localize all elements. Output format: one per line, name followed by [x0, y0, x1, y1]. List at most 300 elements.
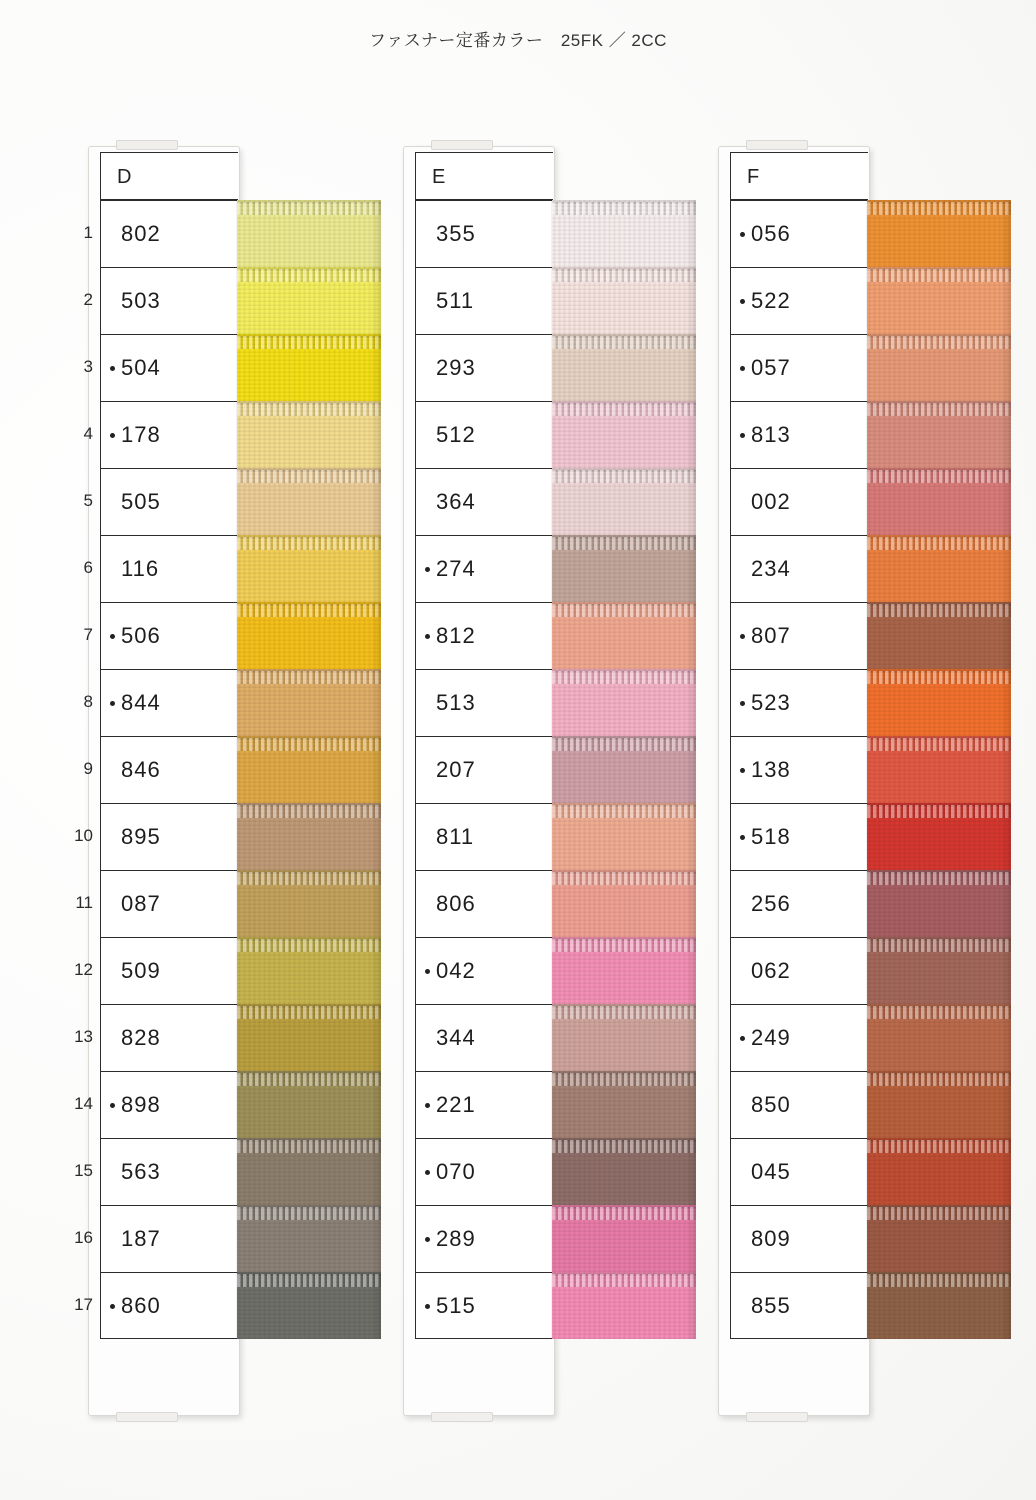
color-swatch — [552, 1071, 696, 1138]
color-code: 355 — [436, 221, 476, 246]
color-swatch — [867, 669, 1011, 736]
swatch-right-edge-shadow — [686, 468, 696, 535]
swatch-right-edge-shadow — [1001, 736, 1011, 803]
swatch-right-edge-shadow — [1001, 1138, 1011, 1205]
color-swatch — [237, 736, 381, 803]
color-swatch — [867, 803, 1011, 870]
zipper-teeth-icon — [552, 269, 696, 282]
swatch-right-edge-shadow — [686, 1138, 696, 1205]
row-number: 11 — [75, 893, 93, 912]
color-code: 207 — [436, 757, 476, 782]
bullet-dot-icon — [425, 1103, 430, 1108]
swatch-right-edge-shadow — [371, 1138, 381, 1205]
swatch-right-edge-shadow — [686, 803, 696, 870]
color-swatch — [552, 736, 696, 803]
table-row — [730, 334, 868, 401]
zipper-teeth-icon — [552, 738, 696, 751]
table-row — [83, 200, 238, 267]
swatch-right-edge-shadow — [371, 1272, 381, 1339]
table-row — [83, 401, 238, 468]
bullet-dot-icon — [740, 701, 745, 706]
color-swatch — [867, 334, 1011, 401]
zipper-teeth-icon — [867, 202, 1011, 215]
table-row — [83, 334, 238, 401]
zipper-teeth-icon — [552, 939, 696, 952]
swatch-right-edge-shadow — [1001, 602, 1011, 669]
color-swatch — [237, 803, 381, 870]
zipper-teeth-icon — [867, 1006, 1011, 1019]
color-code: 221 — [436, 1092, 476, 1117]
swatch-right-edge-shadow — [686, 602, 696, 669]
color-code: 505 — [121, 489, 161, 514]
table-row — [730, 937, 868, 1004]
zipper-teeth-icon — [867, 1274, 1011, 1287]
zipper-teeth-icon — [867, 403, 1011, 416]
swatch-right-edge-shadow — [686, 669, 696, 736]
table-row — [415, 736, 553, 803]
swatch-list-e — [551, 200, 696, 1339]
color-code: 809 — [751, 1226, 791, 1251]
zipper-teeth-icon — [237, 604, 381, 617]
bullet-dot-icon — [425, 1304, 430, 1309]
color-code: 811 — [436, 824, 475, 849]
row-number: 13 — [74, 1027, 93, 1046]
code-list-e — [415, 200, 553, 1339]
card-tab-top-f — [746, 140, 808, 150]
table-row — [730, 401, 868, 468]
swatch-right-edge-shadow — [686, 334, 696, 401]
color-swatch — [237, 1205, 381, 1272]
column-header-label-d: D — [117, 166, 132, 188]
zipper-teeth-icon — [237, 336, 381, 349]
swatch-right-edge-shadow — [1001, 1272, 1011, 1339]
row-number: 15 — [74, 1161, 93, 1180]
bullet-dot-icon — [110, 433, 115, 438]
row-number: 9 — [83, 759, 93, 778]
table-row — [415, 1272, 553, 1339]
color-code: 807 — [751, 623, 791, 648]
table-row — [74, 803, 238, 870]
zipper-teeth-icon — [552, 872, 696, 885]
swatch-right-edge-shadow — [371, 669, 381, 736]
bullet-dot-icon — [110, 701, 115, 706]
color-swatch — [867, 1272, 1011, 1339]
color-code: 256 — [751, 891, 791, 916]
code-list-f — [730, 200, 868, 1339]
zipper-teeth-icon — [867, 872, 1011, 885]
bullet-dot-icon — [425, 1170, 430, 1175]
swatch-right-edge-shadow — [1001, 200, 1011, 267]
color-code: 178 — [121, 422, 161, 447]
table-row — [730, 669, 868, 736]
zipper-teeth-icon — [237, 939, 381, 952]
zipper-teeth-icon — [552, 671, 696, 684]
color-card-group — [0, 140, 1036, 1440]
color-swatch — [552, 803, 696, 870]
page-title: ファスナー定番カラー 25FK ／ 2CC — [369, 31, 667, 50]
table-row — [415, 1205, 553, 1272]
table-row — [415, 334, 553, 401]
zipper-teeth-icon — [552, 805, 696, 818]
card-tab-bottom-d — [116, 1412, 178, 1422]
color-swatch — [552, 334, 696, 401]
color-swatch — [867, 1138, 1011, 1205]
zipper-teeth-icon — [237, 805, 381, 818]
color-code: 249 — [751, 1025, 791, 1050]
color-code: 070 — [436, 1159, 476, 1184]
swatch-right-edge-shadow — [1001, 1004, 1011, 1071]
bullet-dot-icon — [740, 366, 745, 371]
row-number: 12 — [74, 960, 93, 979]
row-number: 17 — [74, 1295, 93, 1314]
swatch-right-edge-shadow — [1001, 334, 1011, 401]
bullet-dot-icon — [110, 1304, 115, 1309]
bullet-dot-icon — [740, 835, 745, 840]
color-code: 511 — [436, 288, 475, 313]
color-swatch — [552, 1004, 696, 1071]
color-swatch — [867, 468, 1011, 535]
color-code: 042 — [436, 958, 476, 983]
table-row — [75, 870, 238, 937]
zipper-teeth-icon — [867, 336, 1011, 349]
swatch-right-edge-shadow — [686, 1205, 696, 1272]
table-row — [730, 1272, 868, 1339]
table-row — [415, 1138, 553, 1205]
swatch-right-edge-shadow — [686, 1004, 696, 1071]
zipper-teeth-icon — [552, 336, 696, 349]
card-tab-top-d — [116, 140, 178, 150]
zipper-teeth-icon — [867, 939, 1011, 952]
swatch-list-d — [236, 200, 381, 1339]
row-number: 14 — [74, 1094, 93, 1113]
row-number: 8 — [83, 692, 93, 711]
color-code: 274 — [436, 556, 476, 581]
zipper-teeth-icon — [237, 1274, 381, 1287]
zipper-teeth-icon — [552, 604, 696, 617]
color-swatch — [867, 736, 1011, 803]
zipper-teeth-icon — [867, 1140, 1011, 1153]
table-row — [415, 870, 553, 937]
color-swatch — [237, 602, 381, 669]
row-number: 3 — [83, 357, 93, 376]
swatch-right-edge-shadow — [1001, 669, 1011, 736]
color-swatch — [867, 1205, 1011, 1272]
color-swatch — [552, 468, 696, 535]
color-swatch — [237, 468, 381, 535]
bullet-dot-icon — [110, 366, 115, 371]
row-number: 5 — [83, 491, 93, 510]
color-swatch — [237, 870, 381, 937]
zipper-teeth-icon — [237, 470, 381, 483]
zipper-teeth-icon — [552, 1140, 696, 1153]
color-swatch — [867, 267, 1011, 334]
zipper-teeth-icon — [237, 403, 381, 416]
color-code: 087 — [121, 891, 161, 916]
color-swatch — [867, 870, 1011, 937]
color-swatch — [552, 200, 696, 267]
swatch-right-edge-shadow — [371, 803, 381, 870]
table-row — [730, 870, 868, 937]
zipper-teeth-icon — [237, 1073, 381, 1086]
table-row — [730, 535, 868, 602]
swatch-right-edge-shadow — [686, 267, 696, 334]
swatch-right-edge-shadow — [1001, 401, 1011, 468]
table-row — [415, 267, 553, 334]
color-code: 293 — [436, 355, 476, 380]
table-row — [730, 468, 868, 535]
color-swatch — [552, 1205, 696, 1272]
table-row — [74, 937, 238, 1004]
color-code: 563 — [121, 1159, 161, 1184]
zipper-teeth-icon — [867, 805, 1011, 818]
swatch-right-edge-shadow — [371, 1205, 381, 1272]
table-row — [730, 1004, 868, 1071]
color-code: 523 — [751, 690, 791, 715]
swatch-right-edge-shadow — [686, 937, 696, 1004]
table-row — [415, 200, 553, 267]
zipper-teeth-icon — [867, 604, 1011, 617]
zipper-teeth-icon — [237, 269, 381, 282]
color-swatch — [237, 267, 381, 334]
table-row — [415, 468, 553, 535]
zipper-teeth-icon — [237, 671, 381, 684]
color-code: 846 — [121, 757, 161, 782]
swatch-right-edge-shadow — [371, 1004, 381, 1071]
color-code: 045 — [751, 1159, 791, 1184]
table-row — [74, 1272, 238, 1339]
zipper-teeth-icon — [237, 1207, 381, 1220]
color-swatch — [552, 669, 696, 736]
row-number: 2 — [83, 290, 93, 309]
color-swatch — [237, 535, 381, 602]
color-code: 895 — [121, 824, 161, 849]
column-header-f — [730, 152, 868, 200]
bullet-dot-icon — [425, 634, 430, 639]
zipper-teeth-icon — [867, 738, 1011, 751]
table-row — [83, 535, 238, 602]
card-tab-top-e — [431, 140, 493, 150]
color-swatch — [552, 937, 696, 1004]
color-code: 509 — [121, 958, 161, 983]
row-number: 16 — [74, 1228, 93, 1247]
table-row — [730, 200, 868, 267]
color-code: 802 — [121, 221, 161, 246]
row-number: 10 — [74, 826, 93, 845]
table-row — [83, 267, 238, 334]
swatch-right-edge-shadow — [371, 468, 381, 535]
zipper-teeth-icon — [552, 1274, 696, 1287]
color-code: 828 — [121, 1025, 161, 1050]
table-row — [415, 1004, 553, 1071]
swatch-right-edge-shadow — [371, 535, 381, 602]
color-code: 512 — [436, 422, 476, 447]
column-header-label-e: E — [432, 166, 446, 188]
zipper-teeth-icon — [552, 1006, 696, 1019]
color-swatch — [867, 1071, 1011, 1138]
table-row — [83, 468, 238, 535]
code-list-d — [74, 200, 238, 1339]
swatch-right-edge-shadow — [686, 1071, 696, 1138]
table-row — [730, 736, 868, 803]
swatch-right-edge-shadow — [686, 200, 696, 267]
color-code: 062 — [751, 958, 791, 983]
table-row — [74, 1071, 238, 1138]
color-code: 138 — [751, 757, 791, 782]
table-row — [415, 535, 553, 602]
color-code: 234 — [751, 556, 791, 581]
swatch-right-edge-shadow — [1001, 468, 1011, 535]
zipper-teeth-icon — [552, 537, 696, 550]
color-swatch — [552, 535, 696, 602]
swatch-right-edge-shadow — [371, 602, 381, 669]
color-code: 844 — [121, 690, 161, 715]
swatch-right-edge-shadow — [371, 401, 381, 468]
table-row — [83, 602, 238, 669]
color-swatch — [552, 1272, 696, 1339]
color-swatch — [552, 267, 696, 334]
table-row — [83, 736, 238, 803]
row-number: 7 — [83, 625, 93, 644]
column-header-e — [415, 152, 553, 200]
color-code: 860 — [121, 1293, 161, 1318]
zipper-teeth-icon — [867, 269, 1011, 282]
color-swatch — [867, 1004, 1011, 1071]
bullet-dot-icon — [110, 1103, 115, 1108]
color-code: 513 — [436, 690, 476, 715]
bullet-dot-icon — [425, 1237, 430, 1242]
color-swatch — [237, 401, 381, 468]
color-swatch — [237, 1004, 381, 1071]
zipper-teeth-icon — [237, 537, 381, 550]
color-code: 813 — [751, 422, 791, 447]
card-tab-bottom-e — [431, 1412, 493, 1422]
table-row — [74, 1205, 238, 1272]
swatch-right-edge-shadow — [686, 401, 696, 468]
zipper-teeth-icon — [237, 738, 381, 751]
table-row — [415, 602, 553, 669]
color-code: 056 — [751, 221, 791, 246]
swatch-right-edge-shadow — [371, 736, 381, 803]
color-swatch — [867, 602, 1011, 669]
color-swatch — [237, 334, 381, 401]
color-swatch — [867, 937, 1011, 1004]
color-swatch — [237, 669, 381, 736]
table-row — [83, 669, 238, 736]
swatch-right-edge-shadow — [1001, 1205, 1011, 1272]
column-header-d — [100, 152, 238, 200]
color-code: 518 — [751, 824, 791, 849]
color-swatch — [237, 1272, 381, 1339]
color-code: 522 — [751, 288, 791, 313]
color-code: 057 — [751, 355, 791, 380]
zipper-teeth-icon — [237, 202, 381, 215]
bullet-dot-icon — [740, 299, 745, 304]
swatch-right-edge-shadow — [1001, 1071, 1011, 1138]
swatch-right-edge-shadow — [686, 870, 696, 937]
zipper-teeth-icon — [552, 202, 696, 215]
swatch-right-edge-shadow — [371, 870, 381, 937]
color-swatch — [552, 1138, 696, 1205]
color-code: 503 — [121, 288, 161, 313]
zipper-teeth-icon — [867, 1207, 1011, 1220]
color-swatch — [237, 200, 381, 267]
zipper-teeth-icon — [237, 872, 381, 885]
color-code: 002 — [751, 489, 791, 514]
zipper-teeth-icon — [552, 403, 696, 416]
table-row — [415, 1071, 553, 1138]
swatch-right-edge-shadow — [686, 535, 696, 602]
zipper-teeth-icon — [552, 1207, 696, 1220]
swatch-right-edge-shadow — [1001, 937, 1011, 1004]
table-row — [415, 669, 553, 736]
swatch-right-edge-shadow — [371, 334, 381, 401]
row-number: 4 — [83, 424, 93, 443]
bullet-dot-icon — [740, 634, 745, 639]
color-code: 506 — [121, 623, 161, 648]
card-tab-bottom-f — [746, 1412, 808, 1422]
table-row — [415, 937, 553, 1004]
zipper-teeth-icon — [552, 1073, 696, 1086]
zipper-teeth-icon — [867, 1073, 1011, 1086]
color-code: 364 — [436, 489, 476, 514]
bullet-dot-icon — [110, 634, 115, 639]
table-row — [74, 1004, 238, 1071]
swatch-right-edge-shadow — [1001, 870, 1011, 937]
swatch-list-f — [866, 200, 1011, 1339]
color-code: 898 — [121, 1092, 161, 1117]
color-code: 855 — [751, 1293, 791, 1318]
color-code: 289 — [436, 1226, 476, 1251]
swatch-right-edge-shadow — [371, 200, 381, 267]
table-row — [730, 1071, 868, 1138]
color-swatch — [237, 1071, 381, 1138]
color-swatch — [552, 602, 696, 669]
bullet-dot-icon — [425, 969, 430, 974]
table-row — [730, 267, 868, 334]
color-swatch — [867, 401, 1011, 468]
color-code: 850 — [751, 1092, 791, 1117]
zipper-teeth-icon — [237, 1006, 381, 1019]
bullet-dot-icon — [740, 1036, 745, 1041]
swatch-right-edge-shadow — [371, 1071, 381, 1138]
color-swatch — [552, 401, 696, 468]
table-row — [730, 602, 868, 669]
bullet-dot-icon — [740, 232, 745, 237]
color-swatch — [237, 937, 381, 1004]
color-code: 806 — [436, 891, 476, 916]
swatch-right-edge-shadow — [1001, 535, 1011, 602]
zipper-teeth-icon — [552, 470, 696, 483]
color-swatch — [867, 200, 1011, 267]
row-number: 1 — [83, 223, 93, 242]
color-code: 504 — [121, 355, 161, 380]
bullet-dot-icon — [740, 433, 745, 438]
column-header-label-f: F — [747, 166, 760, 188]
zipper-teeth-icon — [867, 537, 1011, 550]
swatch-right-edge-shadow — [686, 1272, 696, 1339]
swatch-right-edge-shadow — [1001, 803, 1011, 870]
table-row — [730, 803, 868, 870]
zipper-teeth-icon — [237, 1140, 381, 1153]
bullet-dot-icon — [740, 768, 745, 773]
table-row — [730, 1205, 868, 1272]
color-code: 187 — [121, 1226, 161, 1251]
table-row — [415, 803, 553, 870]
swatch-right-edge-shadow — [371, 937, 381, 1004]
zipper-teeth-icon — [867, 671, 1011, 684]
swatch-right-edge-shadow — [686, 736, 696, 803]
color-code: 812 — [436, 623, 476, 648]
